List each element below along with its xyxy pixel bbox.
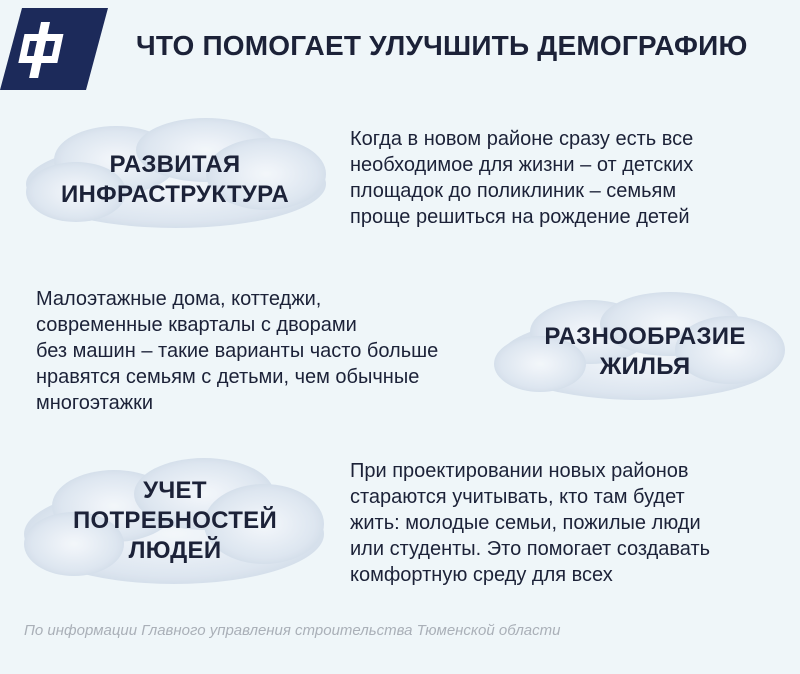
ф-logo-icon xyxy=(0,8,108,90)
item-label-needs: УЧЕТ ПОТРЕБНОСТЕЙ ЛЮДЕЙ xyxy=(72,477,278,564)
item-desc-housing: Малоэтажные дома, коттеджи, современные кварталы с дворами без машин – такие варианты часто больше нравятся семьям с детьми, чем обычные многоэтажки xyxy=(36,288,439,414)
item-desc-needs: При проектировании новых районов стараются учитывать, кто там будет жить: молодые семьи, пожилые люди или студенты. Это помогает создавать комфортную среду для всех xyxy=(350,460,711,586)
item-label-infrastructure: РАЗВИТАЯ ИНФРАСТРУКТУРА xyxy=(61,151,289,208)
page-title: ЧТО ПОМОГАЕТ УЛУЧШИТЬ ДЕМОГРАФИЮ xyxy=(136,30,748,61)
item-desc-infrastructure: Когда в новом районе сразу есть все необходимое для жизни – от детских площадок до поликлиник – семьям проще решиться на рождение детей xyxy=(350,128,694,228)
source-note: По информации Главного управления строительства Тюменской области xyxy=(24,622,561,639)
item-label-housing: РАЗНООБРАЗИЕ ЖИЛЬЯ xyxy=(544,323,746,380)
